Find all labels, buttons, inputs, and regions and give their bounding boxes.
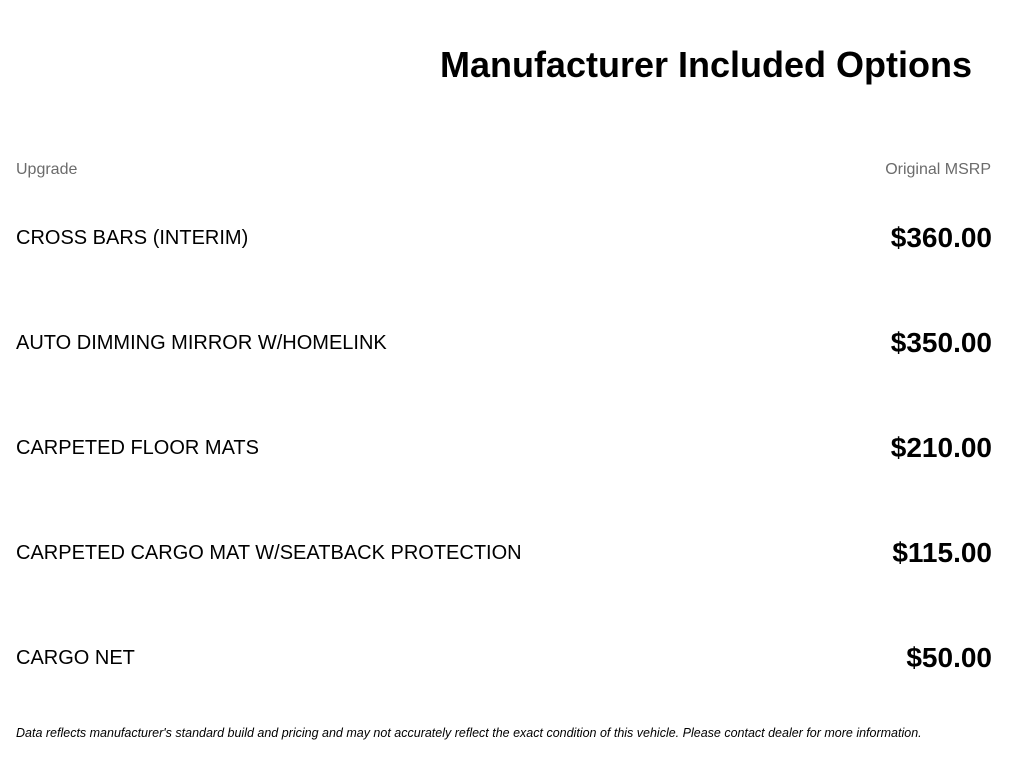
option-name: AUTO DIMMING MIRROR W/HOMELINK [16, 331, 387, 354]
msrp-column-header: Original MSRP [885, 161, 991, 178]
option-row [16, 185, 992, 290]
option-row [16, 605, 992, 710]
option-name: CARPETED FLOOR MATS [16, 436, 259, 459]
page-title: Manufacturer Included Options [439, 44, 972, 85]
option-row [16, 500, 992, 605]
upgrade-column-header: Upgrade [16, 161, 78, 178]
option-row [16, 290, 992, 395]
option-name: CARGO NET [16, 646, 135, 669]
option-price: $360.00 [890, 221, 992, 253]
option-name: CARPETED CARGO MAT W/SEATBACK PROTECTION [16, 541, 522, 564]
option-price: $350.00 [890, 326, 992, 358]
option-price: $115.00 [892, 536, 992, 568]
option-name: CROSS BARS (INTERIM) [16, 226, 249, 249]
option-price: $50.00 [906, 641, 992, 673]
option-row [16, 395, 992, 500]
option-price: $210.00 [890, 431, 992, 463]
disclaimer-text: Data reflects manufacturer's standard build and pricing and may not accurately reflect the exact condition of this vehicle. Please contact dealer for more information. [16, 725, 922, 740]
options-list [16, 185, 992, 710]
